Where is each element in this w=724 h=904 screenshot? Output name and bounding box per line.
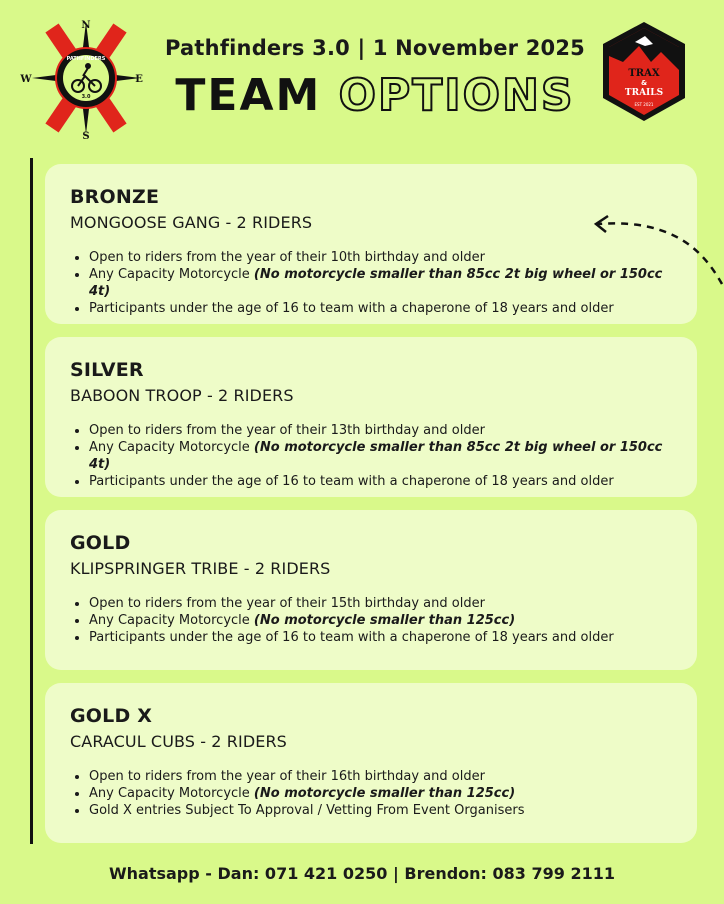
team-subtitle: KLIPSPRINGER TRIBE - 2 RIDERS	[70, 559, 331, 578]
team-tier: BRONZE	[70, 186, 160, 208]
rule-item: • Open to riders from the year of their 13th birthday and older	[89, 422, 673, 439]
compass-n: N	[81, 20, 91, 31]
logo-amp: &	[640, 79, 648, 87]
event-date-line: Pathfinders 3.0 | 1 November 2025	[165, 36, 585, 60]
compass-w: W	[20, 74, 32, 85]
team-tier: SILVER	[70, 359, 144, 381]
rule-item: • Open to riders from the year of their 15th birthday and older	[89, 595, 673, 612]
team-subtitle: BABOON TROOP - 2 RIDERS	[70, 386, 294, 405]
logo-name: PATHFINDERS	[66, 56, 106, 62]
logo-est: EST 2021	[634, 102, 654, 107]
trax-trails-logo	[601, 20, 687, 123]
team-tier: GOLD	[70, 532, 131, 554]
team-subtitle: CARACUL CUBS - 2 RIDERS	[70, 732, 287, 751]
vertical-divider	[30, 158, 33, 844]
logo-trax: TRAX	[628, 68, 660, 79]
logo-version: 3.0	[81, 94, 91, 100]
rule-item: • Any Capacity Motorcycle (No motorcycle smaller than 85cc 2t big wheel or 150cc 4t)	[89, 266, 673, 300]
footer-contacts: Whatsapp - Dan: 071 421 0250 | Brendon: 083 799 2111	[109, 864, 615, 883]
rule-item: • Open to riders from the year of their 10th birthday and older	[89, 249, 673, 266]
rule-item: • Gold X entries Subject To Approval / Vetting From Event Organisers	[89, 802, 673, 819]
team-subtitle: MONGOOSE GANG - 2 RIDERS	[70, 213, 313, 232]
dashed-arrow-icon	[588, 208, 724, 298]
rule-item: • Participants under the age of 16 to team with a chaperone of 18 years and older	[89, 300, 673, 317]
team-rules	[70, 249, 673, 317]
team-card-gold	[45, 510, 697, 670]
team-rules	[70, 768, 673, 819]
team-tier: GOLD X	[70, 705, 153, 727]
rule-item: • Participants under the age of 16 to team with a chaperone of 18 years and older	[89, 473, 673, 490]
team-card-gold-x	[45, 683, 697, 843]
rule-item: • Any Capacity Motorcycle (No motorcycle smaller than 125cc)	[89, 785, 673, 802]
title-team: TEAM	[175, 70, 322, 121]
title-options: OPTIONS	[338, 70, 575, 121]
team-card-silver	[45, 337, 697, 497]
compass-s: S	[82, 131, 90, 142]
team-rules	[70, 422, 673, 490]
rule-item: • Participants under the age of 16 to team with a chaperone of 18 years and older	[89, 629, 673, 646]
page-title	[150, 70, 600, 121]
rule-item: • Any Capacity Motorcycle (No motorcycle smaller than 85cc 2t big wheel or 150cc 4t)	[89, 439, 673, 473]
compass-e: E	[135, 74, 143, 85]
logo-trails: TRAILS	[624, 88, 664, 98]
pathfinders-logo	[22, 18, 150, 140]
rule-item: • Open to riders from the year of their 16th birthday and older	[89, 768, 673, 785]
rule-item: • Any Capacity Motorcycle (No motorcycle smaller than 125cc)	[89, 612, 673, 629]
team-rules	[70, 595, 673, 646]
